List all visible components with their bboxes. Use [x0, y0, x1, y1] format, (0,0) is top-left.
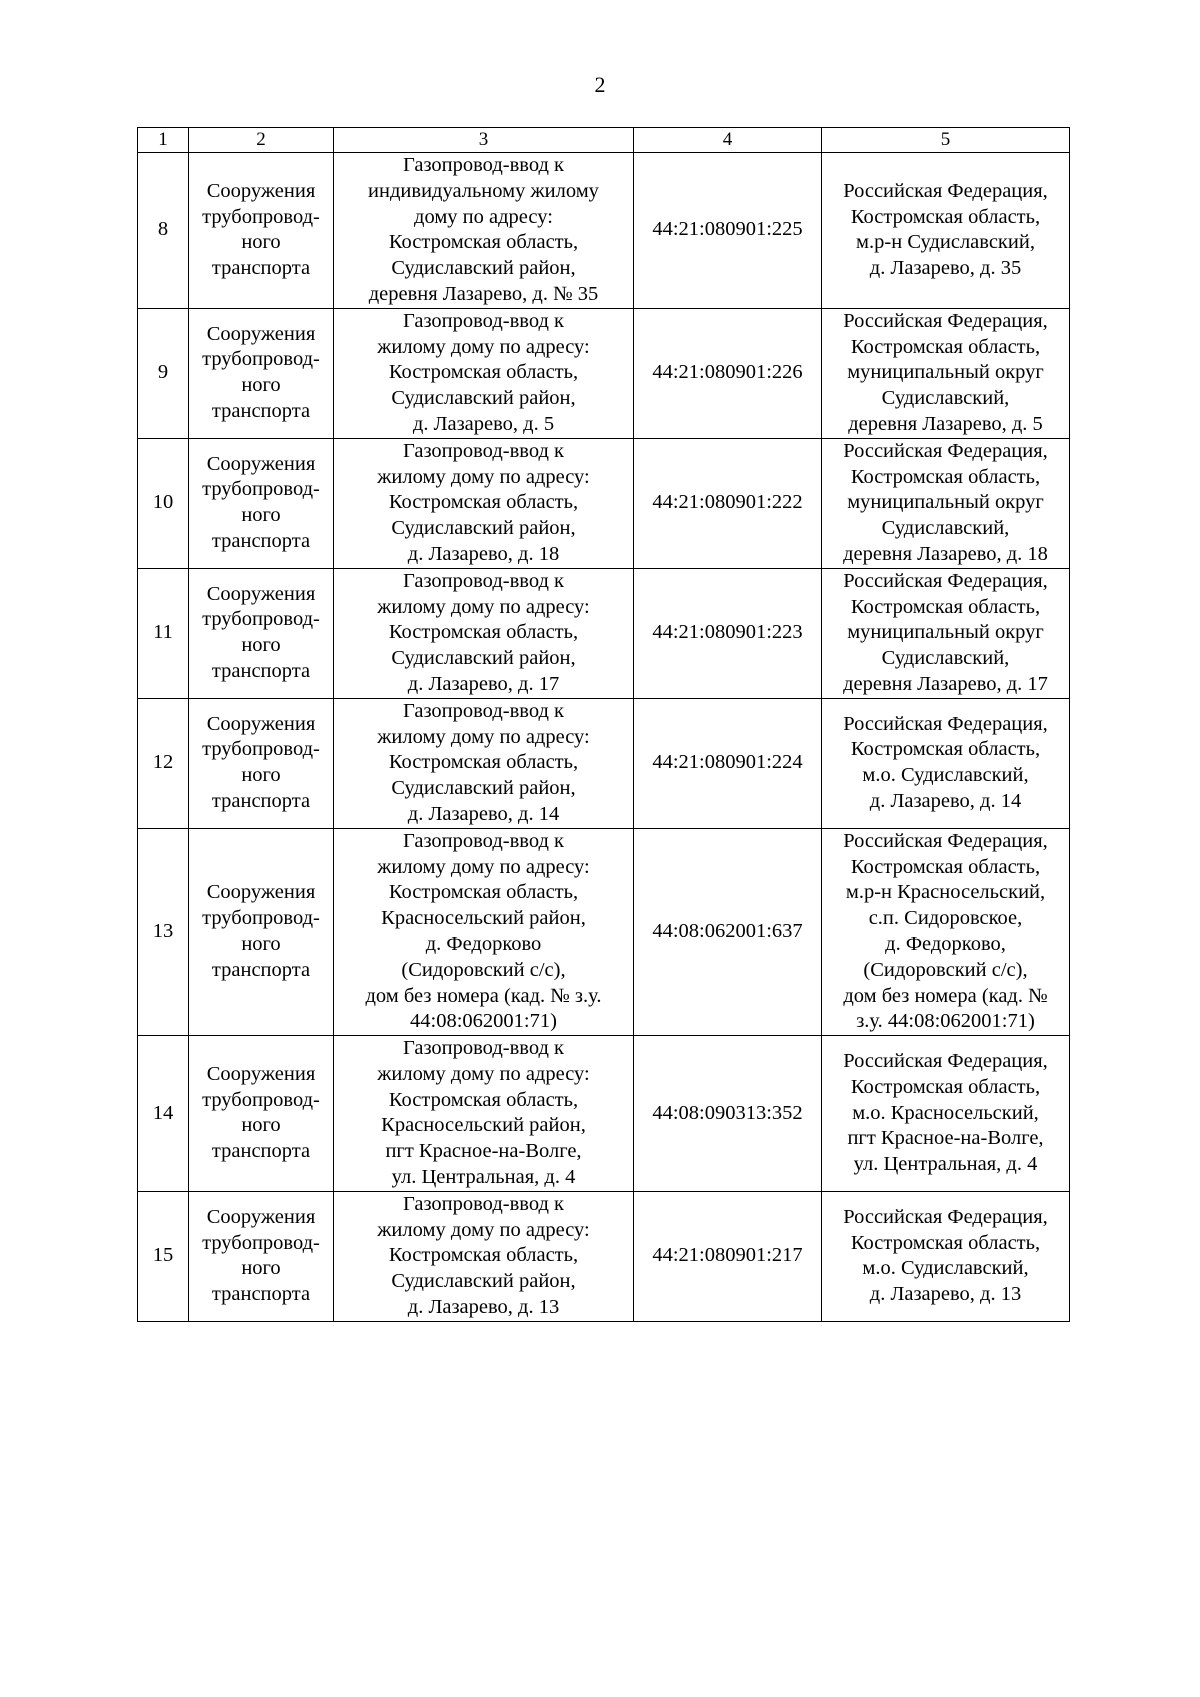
object-name: Газопровод-ввод к жилому дому по адресу: Костромская область, Красносельский район, д. Федорково (Сидоровский с/с), дом без номера (кад. № з.у. 44:08:062001:71): [334, 828, 634, 1035]
page-number: 2: [594, 72, 606, 97]
table-row: [138, 1191, 1070, 1321]
table-row: [138, 698, 1070, 828]
object-address: Российская Федерация, Костромская область, муниципальный округ Судиславский, деревня Лазарево, д. 5: [822, 308, 1070, 438]
row-number: 9: [138, 308, 189, 438]
object-type: Сооружения трубопровод- ного транспорта: [189, 438, 334, 568]
table-row: [138, 568, 1070, 698]
table-row: [138, 308, 1070, 438]
row-number: 12: [138, 698, 189, 828]
object-address: Российская Федерация, Костромская область, м.о. Судиславский, д. Лазарево, д. 14: [822, 698, 1070, 828]
row-number: 11: [138, 568, 189, 698]
object-address: Российская Федерация, Костромская область, м.р-н Красносельский, с.п. Сидоровское, д. Федорково, (Сидоровский с/с), дом без номера (кад. № з.у. 44:08:062001:71): [822, 828, 1070, 1035]
object-type: Сооружения трубопровод- ного транспорта: [189, 698, 334, 828]
object-address: Российская Федерация, Костромская область, м.р-н Судиславский, д. Лазарево, д. 35: [822, 153, 1070, 309]
object-name: Газопровод-ввод к жилому дому по адресу: Костромская область, Судиславский район, д. Лазарево, д. 18: [334, 438, 634, 568]
object-address: Российская Федерация, Костромская область, муниципальный округ Судиславский, деревня Лазарево, д. 17: [822, 568, 1070, 698]
cadastral-number: 44:21:080901:217: [634, 1191, 822, 1321]
header-col-1: 1: [138, 128, 189, 153]
table-row: [138, 828, 1070, 1035]
object-address: Российская Федерация, Костромская область, м.о. Судиславский, д. Лазарево, д. 13: [822, 1191, 1070, 1321]
cadastral-number: 44:21:080901:224: [634, 698, 822, 828]
object-type: Сооружения трубопровод- ного транспорта: [189, 828, 334, 1035]
cadastral-number: 44:21:080901:223: [634, 568, 822, 698]
row-number: 13: [138, 828, 189, 1035]
cadastral-number: 44:21:080901:226: [634, 308, 822, 438]
object-address: Российская Федерация, Костромская область, муниципальный округ Судиславский, деревня Лазарево, д. 18: [822, 438, 1070, 568]
header-col-3: 3: [334, 128, 634, 153]
object-type: Сооружения трубопровод- ного транспорта: [189, 308, 334, 438]
cadastral-number: 44:21:080901:222: [634, 438, 822, 568]
header-row: [138, 128, 1070, 153]
row-number: 15: [138, 1191, 189, 1321]
table-row: [138, 153, 1070, 309]
cadastral-number: 44:08:090313:352: [634, 1036, 822, 1192]
object-type: Сооружения трубопровод- ного транспорта: [189, 1191, 334, 1321]
row-number: 10: [138, 438, 189, 568]
object-name: Газопровод-ввод к жилому дому по адресу: Костромская область, Судиславский район, д. Лазарево, д. 14: [334, 698, 634, 828]
object-name: Газопровод-ввод к жилому дому по адресу: Костромская область, Судиславский район, д. Лазарево, д. 17: [334, 568, 634, 698]
object-name: Газопровод-ввод к жилому дому по адресу: Костромская область, Красносельский район, пгт Красное-на-Волге, ул. Центральная, д. 4: [334, 1036, 634, 1192]
object-type: Сооружения трубопровод- ного транспорта: [189, 153, 334, 309]
cadastral-number: 44:08:062001:637: [634, 828, 822, 1035]
object-address: Российская Федерация, Костромская область, м.о. Красносельский, пгт Красное-на-Волге, ул. Центральная, д. 4: [822, 1036, 1070, 1192]
table-row: [138, 1036, 1070, 1192]
header-col-4: 4: [634, 128, 822, 153]
row-number: 8: [138, 153, 189, 309]
object-type: Сооружения трубопровод- ного транспорта: [189, 568, 334, 698]
object-name: Газопровод-ввод к жилому дому по адресу: Костромская область, Судиславский район, д. Лазарево, д. 13: [334, 1191, 634, 1321]
table-header: [138, 128, 1070, 153]
table-row: [138, 438, 1070, 568]
table-body: [138, 153, 1070, 1322]
object-name: Газопровод-ввод к жилому дому по адресу: Костромская область, Судиславский район, д. Лазарево, д. 5: [334, 308, 634, 438]
header-col-5: 5: [822, 128, 1070, 153]
object-name: Газопровод-ввод к индивидуальному жилому дому по адресу: Костромская область, Судиславский район, деревня Лазарево, д. № 35: [334, 153, 634, 309]
cadastral-number: 44:21:080901:225: [634, 153, 822, 309]
header-col-2: 2: [189, 128, 334, 153]
object-type: Сооружения трубопровод- ного транспорта: [189, 1036, 334, 1192]
row-number: 14: [138, 1036, 189, 1192]
registry-table: [137, 127, 1070, 1322]
